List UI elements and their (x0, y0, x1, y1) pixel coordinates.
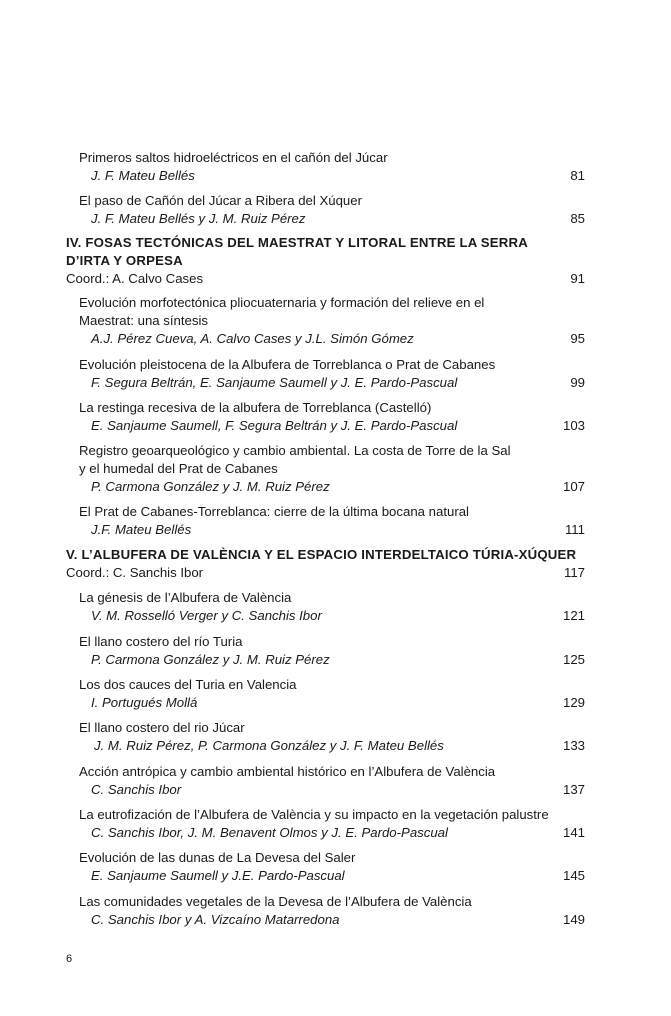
entry-title: El llano costero del rio Júcar (79, 720, 245, 735)
entry-title: La restinga recesiva de la albufera de Torreblanca (Castelló) (79, 400, 432, 415)
entry-authors: V. M. Rosselló Verger y C. Sanchis Ibor (91, 608, 322, 623)
entry-title: Maestrat: una síntesis (79, 313, 209, 328)
entry-page-number: 129 (562, 695, 585, 710)
entry-page-number: 133 (562, 738, 585, 753)
entry-page-number: 137 (562, 782, 585, 797)
entry-title: Evolución morfotectónica pliocuaternaria y formación del relieve en el (79, 295, 485, 310)
entry-authors: I. Portugués Mollá (91, 695, 198, 710)
entry-page-number: 91 (570, 271, 585, 286)
section-heading: V. L’ALBUFERA DE VALÈNCIA Y EL ESPACIO INTERDELTAICO TÚRIA-XÚQUER (66, 547, 577, 562)
entry-authors: C. Sanchis Ibor y A. Vizcaíno Matarredona (91, 912, 340, 927)
entry-title: Acción antrópica y cambio ambiental histórico en l’Albufera de València (79, 764, 496, 779)
section-heading: D’IRTA Y ORPESA (66, 253, 183, 268)
section-coordinator: Coord.: C. Sanchis Ibor (66, 565, 204, 580)
entry-page-number: 121 (562, 608, 585, 623)
entry-page-number: 111 (564, 522, 585, 537)
entry-title: Registro geoarqueológico y cambio ambiental. La costa de Torre de la Sal (79, 443, 511, 458)
entry-authors: J. F. Mateu Bellés y J. M. Ruiz Pérez (91, 211, 306, 226)
entry-page-number: 95 (570, 331, 585, 346)
section-coordinator: Coord.: A. Calvo Cases (66, 271, 204, 286)
entry-authors: P. Carmona González y J. M. Ruiz Pérez (91, 652, 330, 667)
entry-authors: A.J. Pérez Cueva, A. Calvo Cases y J.L. Simón Gómez (91, 331, 414, 346)
entry-authors: J. M. Ruiz Pérez, P. Carmona González y J. F. Mateu Bellés (94, 738, 444, 753)
entry-authors: P. Carmona González y J. M. Ruiz Pérez (91, 479, 330, 494)
entry-title: Evolución pleistocena de la Albufera de Torreblanca o Prat de Cabanes (79, 357, 496, 372)
entry-page-number: 125 (562, 652, 585, 667)
entry-authors: J.F. Mateu Bellés (91, 522, 192, 537)
entry-authors: C. Sanchis Ibor (91, 782, 182, 797)
entry-page-number: 149 (562, 912, 585, 927)
page-number: 6 (66, 953, 73, 965)
entry-authors: F. Segura Beltrán, E. Sanjaume Saumell y J. E. Pardo-Pascual (91, 375, 458, 390)
entry-title: La génesis de l’Albufera de València (79, 590, 292, 605)
entry-title: La eutrofización de l’Albufera de València y su impacto en la vegetación palustre (79, 807, 549, 822)
entry-authors: E. Sanjaume Saumell y J.E. Pardo-Pascual (91, 868, 345, 883)
entry-page-number: 145 (562, 868, 585, 883)
entry-page-number: 81 (570, 168, 585, 183)
entry-page-number: 107 (562, 479, 585, 494)
entry-page-number: 141 (562, 825, 585, 840)
entry-page-number: 85 (570, 211, 585, 226)
entry-title: Evolución de las dunas de La Devesa del Saler (79, 850, 356, 865)
entry-title: Las comunidades vegetales de la Devesa de l’Albufera de València (79, 894, 472, 909)
entry-page-number: 103 (562, 418, 585, 433)
entry-authors: E. Sanjaume Saumell, F. Segura Beltrán y J. E. Pardo-Pascual (91, 418, 458, 433)
entry-title: El llano costero del río Turia (79, 634, 243, 649)
entry-page-number: 117 (563, 565, 585, 580)
entry-authors: C. Sanchis Ibor, J. M. Benavent Olmos y J. E. Pardo-Pascual (91, 825, 448, 840)
section-heading: IV. FOSAS TECTÓNICAS DEL MAESTRAT Y LITORAL ENTRE LA SERRA (66, 235, 528, 250)
entry-title: Primeros saltos hidroeléctricos en el cañón del Júcar (79, 150, 388, 165)
entry-title: y el humedal del Prat de Cabanes (79, 461, 278, 476)
entry-title: El paso de Cañón del Júcar a Ribera del Xúquer (79, 193, 362, 208)
entry-title: El Prat de Cabanes-Torreblanca: cierre de la última bocana natural (79, 504, 469, 519)
entry-authors: J. F. Mateu Bellés (91, 168, 195, 183)
entry-title: Los dos cauces del Turia en Valencia (79, 677, 297, 692)
entry-page-number: 99 (570, 375, 585, 390)
